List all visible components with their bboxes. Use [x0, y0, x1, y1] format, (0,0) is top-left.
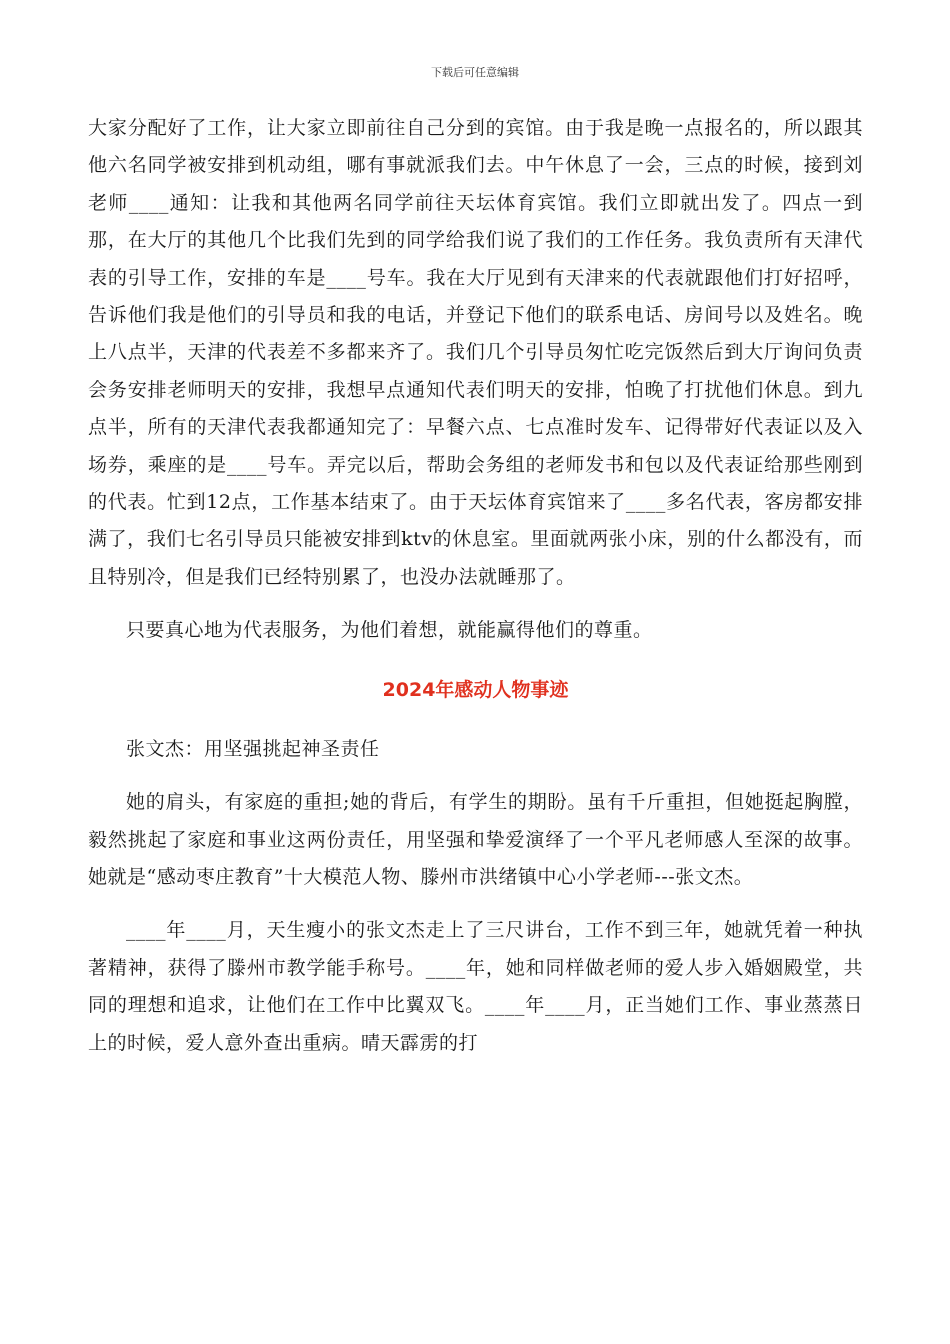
body-paragraph: 她的肩头，有家庭的重担;她的背后，有学生的期盼。虽有千斤重担，但她挺起胸膛，毅然挑起了家庭和事业这两份责任，用坚强和挚爱演绎了一个平凡老师感人至深的故事。她就是“感动枣庄教育”十大模范人物、滕州市洪绪镇中心小学老师---张文杰。 [88, 791, 863, 888]
article-subtitle: 张文杰：用坚强挑起神圣责任 [126, 737, 380, 760]
document-body [88, 110, 863, 1062]
body-paragraph: ____年____月，天生瘦小的张文杰走上了三尺讲台，工作不到三年，她就凭着一种执著精神，获得了滕州市教学能手称号。____年，她和同样做老师的爱人步入婚姻殿堂，共同的理想和追求，让他们在工作中比翼双飞。____年____月，正当她们工作、事业蒸蒸日上的时候，爱人意外查出重病。晴天霹雳的打 [88, 919, 863, 1054]
body-paragraph: 大家分配好了工作，让大家立即前往自己分到的宾馆。由于我是晚一点报名的，所以跟其他六名同学被安排到机动组，哪有事就派我们去。中午休息了一会，三点的时候，接到刘老师____通知：让我和其他两名同学前往天坛体育宾馆。我们立即就出发了。四点一到那，在大厅的其他几个比我们先到的同学给我们说了我们的工作任务。我负责所有天津代表的引导工作，安排的车是____号车。我在大厅见到有天津来的代表就跟他们打好招呼，告诉他们我是他们的引导员和我的电话，并登记下他们的联系电话、房间号以及姓名。晚上八点半，天津的代表差不多都来齐了。我们几个引导员匆忙吃完饭然后到大厅询问负责会务安排老师明天的安排，我想早点通知代表们明天的安排，怕晚了打扰他们休息。到九点半，所有的天津代表我都通知完了：早餐六点、七点准时发车、记得带好代表证以及入场券，乘座的是____号车。弄完以后，帮助会务组的老师发书和包以及代表证给那些刚到的代表。忙到12点，工作基本结束了。由于天坛体育宾馆来了____多名代表，客房都安排满了，我们七名引导员只能被安排到ktv的休息室。里面就两张小床，别的什么都没有，而且特别冷，但是我们已经特别累了，也没办法就睡那了。 [88, 117, 863, 588]
page-header: 下载后可任意编辑 [431, 66, 519, 79]
body-paragraph: 只要真心地为代表服务，为他们着想，就能赢得他们的尊重。 [126, 619, 653, 642]
section-title: 2024年感动人物事迹 [382, 678, 569, 701]
